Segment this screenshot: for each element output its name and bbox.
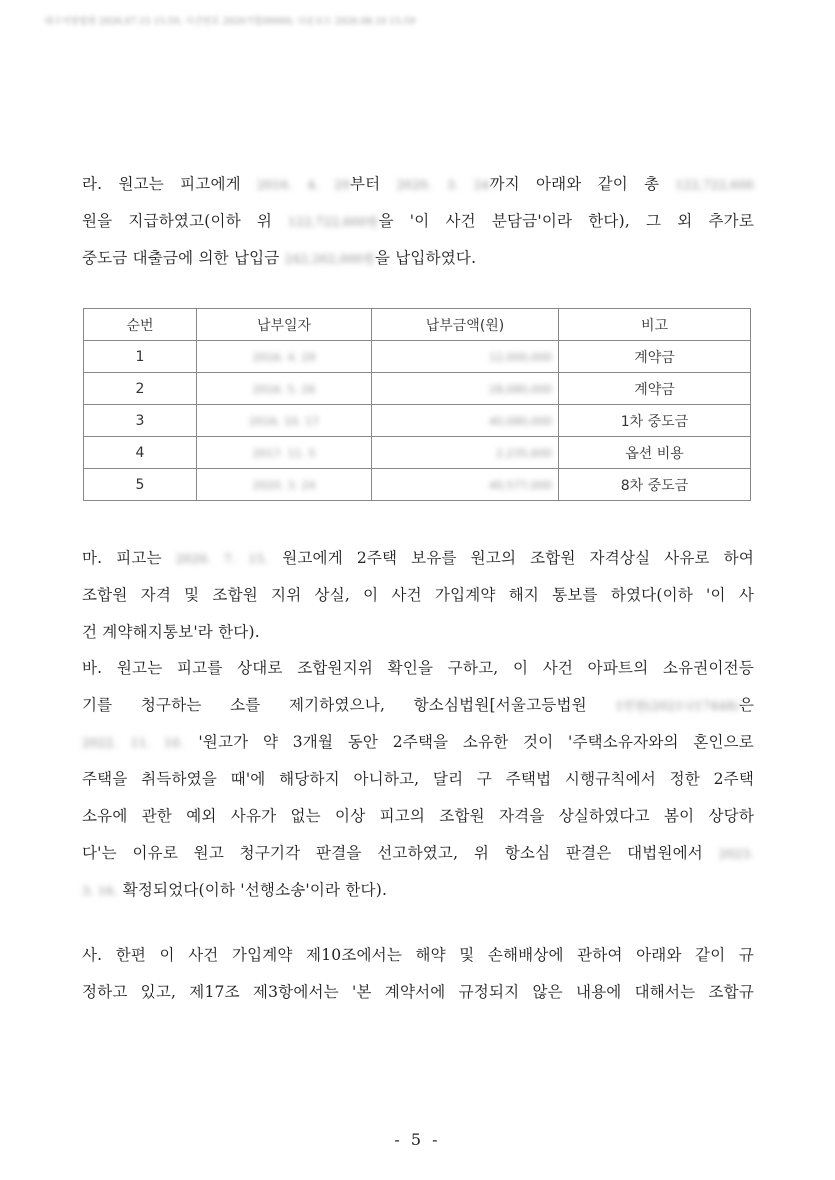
paragraph-ba-line-3: 2022. 11. 10. '원고가 약 3개월 동안 2주택을 소유한 것이 '주택소유자와의 혼인으로 [82, 733, 754, 751]
paragraph-sa-line-2: 정하고 있고, 제17조 제3항에서는 '본 계약서에 규정되지 않은 내용에 대해서는 조합규 [82, 983, 754, 1001]
table-row: 2 2016. 5. 26 28,080,000 계약금 [84, 373, 751, 405]
paragraph-ma-line-2: 조합원 자격 및 조합원 지위 상실, 이 사건 가입계약 해지 통보를 하였다(이하 '이 사 [82, 586, 754, 604]
column-header: 납부일자 [197, 309, 372, 341]
page-number: - 5 - [394, 1130, 441, 1149]
redacted-date: 2016. 10. 17 [249, 414, 319, 428]
redacted-amount: 122,722,600원 [288, 215, 379, 229]
paragraph-ra-line-1: 라. 원고는 피고에게 2016. 4. 29부터 2020. 3. 24까지 아래와 같이 총 122,722,600 [82, 175, 754, 193]
redacted-amount: 40,080,000 [489, 414, 552, 428]
paragraph-ra [82, 166, 754, 277]
redacted-amount: 12,000,000 [489, 350, 552, 364]
redacted-date: 2020. 3. 24 [252, 478, 316, 492]
paragraph-ma-line-1: 마. 피고는 2020. 7. 15. 원고에게 2주택 보유를 원고의 조합원 자격상실 사유로 하여 [82, 549, 754, 567]
table-header-row [84, 309, 751, 341]
column-header: 순번 [84, 309, 197, 341]
paragraph-ba-line-1: 바. 원고는 피고를 상대로 조합원지위 확인을 구하고, 이 사건 아파트의 소유권이전등 [82, 659, 754, 677]
redacted-date: 2017. 11. 5 [252, 446, 316, 460]
redacted-amount: 2,235,600 [496, 446, 552, 460]
paragraph-ba-line-2: 기를 청구하는 소를 제기하였으나, 항소심법원[서울고등법원 1빈원(2021나17448)은 [82, 696, 754, 714]
paragraph-ma [82, 540, 754, 651]
redacted-date: 2020. 7. 15. [175, 552, 269, 566]
redacted-date: 2023. [718, 847, 754, 861]
redacted-amount: 28,080,000 [489, 382, 552, 396]
column-header: 비고 [559, 309, 751, 341]
paragraph-ba-line-5: 소유에 관한 예외 사유가 없는 이상 피고의 조합원 자격을 상실하였다고 봄이 상당하 [82, 807, 754, 825]
column-header: 납부금액(원) [372, 309, 559, 341]
paragraph-ra-line-3: 중도금 대출금에 의한 납입금 242,262,000원을 납입하였다. [82, 249, 477, 267]
paragraph-ba-line-6: 다'는 이유로 원고 청구기각 판결을 선고하였고, 위 항소심 판결은 대법원에서 2023. [82, 844, 754, 862]
paragraph-ra-line-2: 원을 지급하였고(이하 위 122,722,600원을 '이 사건 분담금'이라 한다), 그 외 추가로 [82, 212, 754, 230]
redacted-date: 2020. 3. 24 [396, 178, 490, 192]
page-header-watermark: 대구지방법원 2026.07.15 15:59, 사건번호 2026가합00000, 다운로드 2026.08.10 15:59 [44, 17, 416, 27]
table-row: 3 2016. 10. 17 40,080,000 1차 중도금 [84, 405, 751, 437]
paragraph-ba [82, 650, 754, 909]
paragraph-ba-line-4: 주택을 취득하였을 때'에 해당하지 아니하고, 달리 구 주택법 시행규칙에서 정한 2주택 [82, 770, 754, 788]
redacted-case-number: 1빈원(2021나17448) [615, 699, 739, 713]
paragraph-sa [82, 937, 754, 1011]
redacted-amount: 40,577,000 [489, 478, 552, 492]
redacted-date: 2022. 11. 10. [82, 736, 184, 750]
table-row: 5 2020. 3. 24 40,577,000 8차 중도금 [84, 469, 751, 501]
redacted-date: 2016. 5. 26 [252, 382, 316, 396]
table-row: 4 2017. 11. 5 2,235,600 옵션 비용 [84, 437, 751, 469]
paragraph-sa-line-1: 사. 한편 이 사건 가입계약 제10조에서는 해약 및 손해배상에 관하여 아래와 같이 규 [82, 946, 754, 964]
payment-table [83, 308, 751, 501]
redacted-date: 2016. 4. 29 [252, 350, 316, 364]
paragraph-ma-line-3: 건 계약해지통보'라 한다). [82, 623, 260, 641]
redacted-date: 2016. 4. 29 [256, 178, 350, 192]
redacted-date: 3. 16. [82, 884, 118, 898]
redacted-amount: 122,722,600 [675, 178, 754, 192]
redacted-amount: 242,262,000원 [284, 252, 375, 266]
table-row: 1 2016. 4. 29 12,000,000 계약금 [84, 341, 751, 373]
paragraph-ba-line-7: 3. 16. 확정되었다(이하 '선행소송'이라 한다). [82, 881, 388, 899]
